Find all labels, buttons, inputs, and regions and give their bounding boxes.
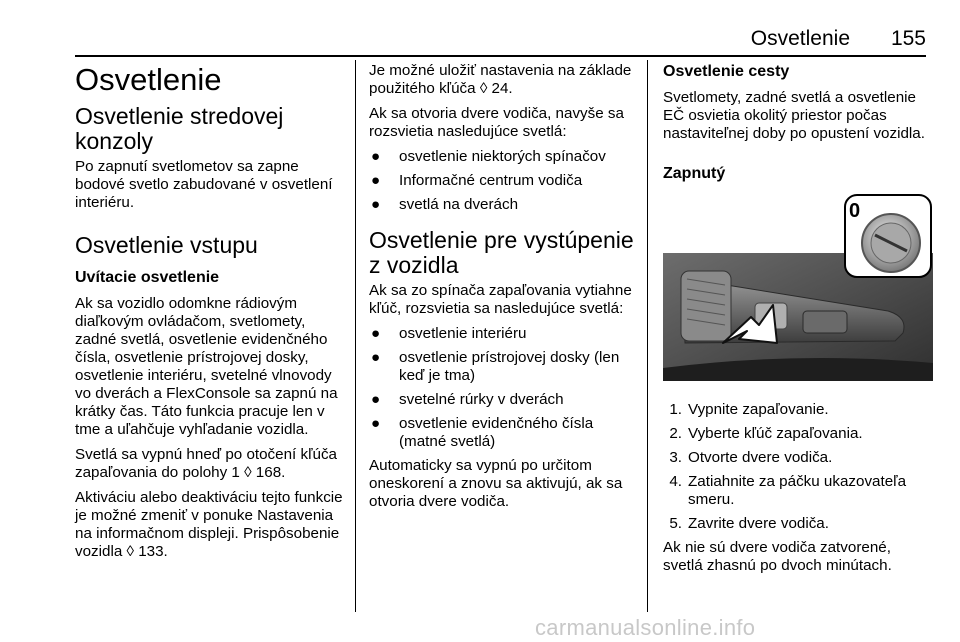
paragraph: Je možné uložiť nastavenia na základe použitého kľúča ◊ 24. [369, 62, 632, 97]
list-item: ● osvetlenie niektorých spínačov [371, 148, 606, 165]
paragraph: Automaticky sa vypnú po určitom oneskorení a znovu sa aktivujú, ak sa otvoria dvere vodiča. [369, 457, 623, 510]
header-title: Osvetlenie [750, 27, 850, 50]
column-1 [75, 62, 345, 568]
section-heading: Osvetlenie pre vystúpenie z vozidla [369, 227, 634, 278]
ignition-position-label: 0 [849, 200, 861, 222]
watermark: carmanualsonline.info [535, 615, 756, 640]
bullet-list [369, 148, 637, 214]
list-item: ● osvetlenie interiéru [371, 325, 527, 342]
column-3 [663, 62, 933, 582]
page-header [0, 0, 960, 60]
page-number: 155 [890, 27, 926, 50]
paragraph: Aktiváciu alebo deaktiváciu tejto funkcie je možné zmeniť v ponuke Nastavenia na informačnom displeji. Prispôsobenie vozidla ◊ 133. [75, 489, 343, 560]
list-item: 1. Vypnite zapaľovanie. [669, 401, 829, 418]
subsection-heading: Osvetlenie cesty [663, 63, 790, 80]
bullet-list [369, 325, 637, 451]
paragraph: Svetlá sa vypnú hneď po otočení kľúča zapaľovania do polohy 1 ◊ 168. [75, 446, 337, 481]
list-item: 4. Zatiahnite za páčku ukazovateľa smeru. [669, 473, 907, 508]
list-item: ● osvetlenie evidenčného čísla (matné svetlá) [371, 415, 594, 450]
subsection-heading: Uvítacie osvetlenie [75, 269, 220, 286]
turn-signal-lever-illustration [663, 193, 933, 381]
list-item: ● Informačné centrum vodiča [371, 172, 583, 189]
list-item: 3. Otvorte dvere vodiča. [669, 449, 833, 466]
chapter-title: Osvetlenie [75, 62, 222, 97]
paragraph: Ak sa vozidlo odomkne rádiovým diaľkovým ovládačom, svetlomety, zadné svetlá, osvetlenie evidenčného čísla, osvetlenie prístrojovej dosky, osvetlenie interiéru, svetelné vlnovody vo dverách a FlexConsole sa zapnú na krátky čas. Táto funkcia pracuje len v tme a uľahčuje vyhľadanie vozidla. [75, 295, 338, 438]
list-item: ● osvetlenie prístrojovej dosky (len keď je tma) [371, 349, 620, 384]
section-heading: Osvetlenie stredovej konzoly [75, 103, 284, 154]
paragraph: Po zapnutí svetlometov sa zapne bodové svetlo zabudované v osvetlení interiéru. [75, 158, 333, 211]
section-heading: Osvetlenie vstupu [75, 232, 258, 258]
column-2 [369, 62, 637, 518]
list-item: ● svetlá na dverách [371, 196, 519, 213]
column-divider [355, 60, 356, 612]
list-item: 5. Zavrite dvere vodiča. [669, 515, 829, 532]
paragraph: Svetlomety, zadné svetlá a osvetlenie EČ osvietia okolitý priestor počas nastaviteľnej doby po opustení vozidla. [663, 89, 925, 142]
header-rule [75, 55, 926, 57]
subsection-heading: Zapnutý [663, 165, 726, 182]
paragraph: Ak sa zo spínača zapaľovania vytiahne kľúč, rozsvietia sa nasledujúce svetlá: [369, 282, 632, 317]
step-list [663, 401, 933, 533]
list-item: 2. Vyberte kľúč zapaľovania. [669, 425, 863, 442]
list-item: ● svetelné rúrky v dverách [371, 391, 564, 408]
paragraph: Ak sa otvoria dvere vodiča, navyše sa rozsvietia nasledujúce svetlá: [369, 105, 624, 140]
paragraph: Ak nie sú dvere vodiča zatvorené, svetlá zhasnú po dvoch minútach. [663, 539, 892, 574]
column-divider [647, 60, 648, 612]
